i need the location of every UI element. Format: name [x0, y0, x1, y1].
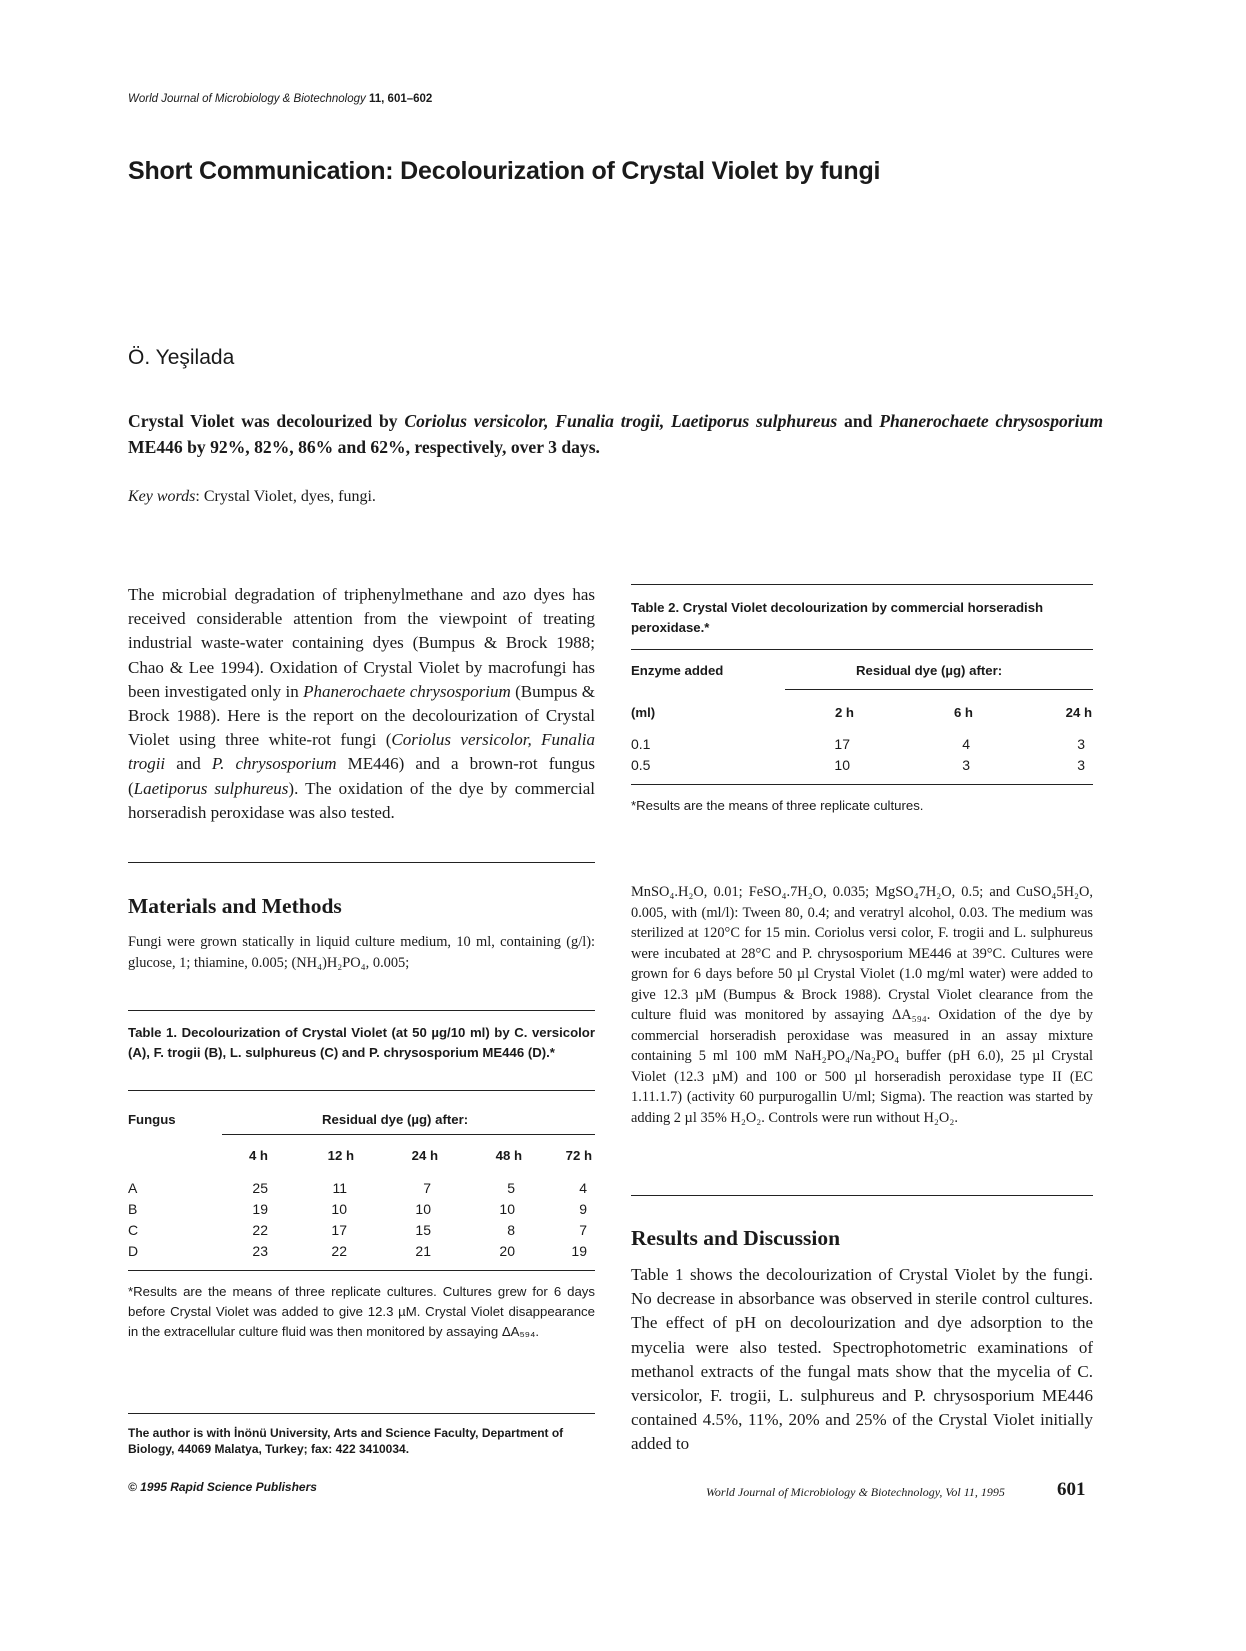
- table2-cell: 10: [834, 757, 850, 773]
- table1-caption: Table 1. Decolourization of Crystal Violet (at 50 µg/10 ml) by C. versicolor (A), F. trogii (B), L. sulphureus (C) and P. chrysosporium ME446 (D).*: [128, 1025, 595, 1060]
- abstract-text: Crystal Violet was decolourized by: [128, 411, 405, 431]
- table1-cell: 8: [507, 1222, 515, 1238]
- table1-footnote: *Results are the means of three replicate cultures. Cultures grew for 6 days before Crystal Violet was added to give 12.3 µM. Crystal Violet disappearance in the extracellular culture fluid was then monitored by assaying ΔA₅₉₄.: [128, 1284, 595, 1339]
- section-divider: [128, 862, 595, 863]
- article-title: Short Communication: Decolourization of Crystal Violet by fungi: [128, 157, 881, 185]
- keywords-text: : Crystal Violet, dyes, fungi.: [195, 488, 376, 505]
- table2-group-rule: [785, 689, 1093, 690]
- intro-species: Phanerochaete chrysosporium: [303, 681, 511, 701]
- intro-species: Coriolus versicolor, Funalia trogii: [128, 730, 595, 774]
- table2-cell: 3: [962, 757, 970, 773]
- table1-cell: 11: [332, 1180, 347, 1196]
- table1-time-header: 4 h: [248, 1148, 268, 1163]
- table1-cell: 5: [507, 1180, 515, 1196]
- table2-time-header: 6 h: [953, 705, 973, 720]
- affiliation-rule: [128, 1413, 595, 1414]
- keywords: [128, 488, 376, 506]
- table2-bottom-rule: [631, 784, 1093, 785]
- author-name: Ö. Yeşilada: [128, 346, 235, 369]
- table1-cell: 22: [331, 1243, 347, 1259]
- table1-cell: 19: [252, 1201, 268, 1217]
- table2-time-header: 2 h: [834, 705, 854, 720]
- section-divider: [631, 1195, 1093, 1196]
- table1-time-header: 48 h: [495, 1148, 522, 1163]
- intro-text: ME446) and a brown-rot fungus (: [128, 754, 596, 798]
- table1-cell: 19: [571, 1243, 587, 1259]
- results-heading: Results and Discussion: [631, 1226, 841, 1250]
- table1-bottom-rule: [128, 1270, 595, 1271]
- table1-row-label: A: [128, 1180, 138, 1196]
- table1-row-label: C: [128, 1222, 139, 1238]
- table2-cell: 17: [834, 736, 850, 752]
- results-text: Table 1 shows the decolourization of Crystal Violet by the fungi. No decrease in absorbance was observed in sterile control cultures. The effect of pH on decolourization and dye adsorption to the mycelia were also tested. Spectrophotometric examinations of methanol extracts of the fungal mats show that the mycelia of C. versicolor, F. trogii, L. sulphureus and P. chrysosporium ME446 contained 4.5%, 11%, 20% and 25% of the Crystal Violet initially added to: [631, 1265, 1093, 1454]
- abstract-species: Coriolus versicolor, Funalia trogii, Laetiporus sulphureus: [404, 411, 838, 431]
- table2-cell: 4: [962, 736, 970, 752]
- table2-col-enzyme: Enzyme added: [631, 663, 724, 678]
- table2-row-label: 0.1: [631, 736, 651, 752]
- table2-group-header: Residual dye (µg) after:: [856, 663, 1003, 678]
- table2-footnote: *Results are the means of three replicate cultures.: [631, 798, 924, 813]
- abstract-text: and: [837, 411, 880, 431]
- table1-cell: 9: [579, 1201, 587, 1217]
- intro-text: ). The oxidation of the dye by commercial horseradish peroxidase was also tested.: [128, 778, 595, 822]
- table2-row-label: 0.5: [631, 757, 651, 773]
- table1-cell: 22: [252, 1222, 268, 1238]
- abstract: [128, 408, 1103, 461]
- table1-time-header: 12 h: [327, 1148, 354, 1163]
- footer-journal: World Journal of Microbiology & Biotechnology, Vol 11, 1995: [706, 1485, 1005, 1499]
- table1-col-fungus: Fungus: [128, 1112, 176, 1127]
- table1-cell: 10: [415, 1201, 431, 1217]
- table1-time-header: 72 h: [565, 1148, 592, 1163]
- materials-text-left: Fungi were grown statically in liquid culture medium, 10 ml, containing (g/l): glucose, 1; thiamine, 0.005; (NH₄)H₂PO₄, 0.005;: [128, 934, 595, 971]
- copyright: © 1995 Rapid Science Publishers: [128, 1480, 317, 1494]
- intro-text: and: [165, 754, 212, 774]
- table1-group-rule: [222, 1134, 595, 1135]
- table2-caption: Table 2. Crystal Violet decolourization by commercial horseradish peroxidase.*: [631, 600, 1044, 635]
- abstract-species: Phanerochaete chrysosporium: [879, 411, 1103, 431]
- intro-species: P. chrysosporium: [211, 754, 337, 774]
- materials-text-right: MnSO₄.H₂O, 0.01; FeSO₄.7H₂O, 0.035; MgSO₄7H₂O, 0.5; and CuSO₄5H₂O, 0.005, with (ml/l): Tween 80, 0.4; and veratryl alcohol, 0.03. The medium was sterilized at 120°C for 15 min. Coriolus versi color, F. trogii and L. sulphureus were incubated at 28°C and P. chrysosporium ME446 at 39°C. Cultures were grown for 6 days before 50 µl Crystal Violet (1.0 mg/ml water) were added to give 12.3 µM (Bumpus & Brock 1988). Crystal Violet clearance from the culture fluid was monitored by assaying ΔA₅₉₄. Oxidation of the dye by commercial horseradish peroxidase was measured in an assay mixture containing 5 ml 100 mM NaH₂PO₄/Na₂PO₄ buffer (pH 6.0), 25 µl Crystal Violet (12.3 µM) and 100 or 500 µl horseradish peroxidase type II (EC 1.11.1.7) (activity 60 purpurogallin U/ml; Sigma). The reaction was started by adding 2 µl 35% H₂O₂. Controls were run without H₂O₂.: [631, 884, 1093, 1126]
- intro-species: Laetiporus sulphureus: [133, 778, 289, 798]
- table1-cell: 7: [423, 1180, 431, 1196]
- table1-caption-rule: [128, 1090, 595, 1091]
- table1-top-rule: [128, 1010, 595, 1011]
- intro-paragraph: [128, 583, 595, 825]
- table1-group-header: Residual dye (µg) after:: [322, 1112, 469, 1127]
- table1-cell: 10: [499, 1201, 515, 1217]
- journal-volume-pages: 11, 601–602: [369, 93, 433, 105]
- table1-cell: 23: [252, 1243, 268, 1259]
- table1-row-label: D: [128, 1243, 139, 1259]
- table1-cell: 7: [579, 1222, 587, 1238]
- table2-cell: 3: [1077, 736, 1085, 752]
- intro-text: The microbial degradation of triphenylmethane and azo dyes has received considerable attention from the viewpoint of treating industrial waste-water containing dyes (Bumpus & Brock 1988; Chao & Lee 1994). Oxidation of Crystal Violet by macrofungi has been investigated only in: [128, 585, 595, 701]
- materials-heading: Materials and Methods: [128, 894, 342, 918]
- table1-cell: 21: [415, 1243, 431, 1259]
- author-affiliation: The author is with İnönü University, Arts and Science Faculty, Department of Biology, 44069 Malatya, Turkey; fax: 422 3410034.: [128, 1426, 564, 1456]
- table1-cell: 4: [579, 1180, 587, 1196]
- table2-top-rule: [631, 584, 1093, 585]
- journal-name: World Journal of Microbiology & Biotechnology: [128, 93, 366, 105]
- keywords-label: Key words: [128, 488, 196, 505]
- intro-text: (Bumpus & Brock 1988). Here is the report on the decolourization of Crystal Violet using three white-rot fungi (: [128, 681, 596, 750]
- table1-cell: 15: [415, 1222, 431, 1238]
- journal-header: [128, 93, 432, 105]
- table1-cell: 25: [252, 1180, 268, 1196]
- table1-cell: 17: [331, 1222, 347, 1238]
- table1-time-header: 24 h: [411, 1148, 438, 1163]
- table2-time-header: 24 h: [1065, 705, 1092, 720]
- table1-row-label: B: [128, 1201, 138, 1217]
- page-number: 601: [1057, 1479, 1086, 1500]
- table2-col-unit: (ml): [631, 705, 656, 720]
- table1-cell: 10: [331, 1201, 347, 1217]
- table2-caption-rule: [631, 649, 1093, 650]
- table2-cell: 3: [1077, 757, 1085, 773]
- abstract-text: ME446 by 92%, 82%, 86% and 62%, respectively, over 3 days.: [128, 437, 600, 458]
- table1-cell: 20: [499, 1243, 515, 1259]
